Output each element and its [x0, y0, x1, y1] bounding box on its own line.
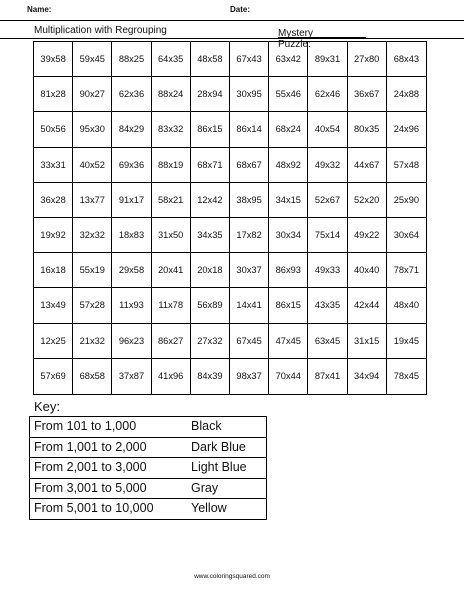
- grid-cell: 40x52: [73, 148, 112, 183]
- grid-cell: 31x50: [152, 218, 191, 253]
- key-row: [30, 417, 266, 438]
- key-color: Light Blue: [191, 460, 247, 475]
- grid-cell: 13x49: [34, 288, 73, 323]
- grid-cell: 44x67: [348, 148, 387, 183]
- grid-cell: 88x25: [112, 42, 151, 77]
- key-range: From 3,001 to 5,000: [34, 480, 147, 495]
- grid-cell: 11x78: [152, 288, 191, 323]
- grid-cell: 30x37: [230, 253, 269, 288]
- key-row: [30, 458, 266, 479]
- key-color: Gray: [191, 480, 219, 495]
- grid-cell: 52x20: [348, 183, 387, 218]
- grid-cell: 88x19: [152, 148, 191, 183]
- grid-cell: 25x90: [387, 183, 426, 218]
- grid-cell: 88x24: [152, 77, 191, 112]
- grid-cell: 36x28: [34, 183, 73, 218]
- mystery-puzzle-label: Mystery Puzzle:: [278, 28, 313, 50]
- key-range: From 2,001 to 3,000: [34, 460, 147, 475]
- grid-cell: 30x34: [269, 218, 308, 253]
- grid-cell: 12x25: [34, 324, 73, 359]
- grid-cell: 59x45: [73, 42, 112, 77]
- grid-cell: 81x28: [34, 77, 73, 112]
- grid-cell: 89x31: [308, 42, 347, 77]
- grid-cell: 56x89: [191, 288, 230, 323]
- grid-cell: 70x44: [269, 359, 308, 394]
- grid-cell: 40x54: [308, 112, 347, 147]
- grid-cell: 19x92: [34, 218, 73, 253]
- grid-cell: 24x96: [387, 112, 426, 147]
- grid-cell: 68x24: [269, 112, 308, 147]
- grid-cell: 41x96: [152, 359, 191, 394]
- grid-cell: 57x48: [387, 148, 426, 183]
- grid-cell: 52x67: [308, 183, 347, 218]
- grid-cell: 86x15: [269, 288, 308, 323]
- grid-cell: 86x27: [152, 324, 191, 359]
- grid-cell: 86x15: [191, 112, 230, 147]
- key-color: Dark Blue: [191, 439, 246, 454]
- grid-cell: 47x45: [269, 324, 308, 359]
- grid-cell: 30x95: [230, 77, 269, 112]
- grid-cell: 21x32: [73, 324, 112, 359]
- worksheet-subheader: [0, 22, 464, 50]
- grid-cell: 84x39: [191, 359, 230, 394]
- grid-cell: 55x46: [269, 77, 308, 112]
- grid-cell: 48x92: [269, 148, 308, 183]
- grid-cell: 63x42: [269, 42, 308, 77]
- grid-cell: 69x36: [112, 148, 151, 183]
- date-label: Date:: [230, 5, 251, 14]
- grid-cell: 27x80: [348, 42, 387, 77]
- grid-cell: 39x58: [34, 42, 73, 77]
- grid-cell: 80x35: [348, 112, 387, 147]
- grid-cell: 49x32: [308, 148, 347, 183]
- worksheet-title: Multiplication with Regrouping: [34, 25, 167, 36]
- grid-cell: 58x21: [152, 183, 191, 218]
- grid-cell: 68x71: [191, 148, 230, 183]
- grid-cell: 55x19: [73, 253, 112, 288]
- key-row: [30, 499, 266, 519]
- grid-cell: 57x28: [73, 288, 112, 323]
- grid-cell: 83x32: [152, 112, 191, 147]
- grid-cell: 91x17: [112, 183, 151, 218]
- worksheet-header: [0, 0, 464, 21]
- grid-cell: 98x37: [230, 359, 269, 394]
- grid-cell: 90x27: [73, 77, 112, 112]
- grid-cell: 29x58: [112, 253, 151, 288]
- grid-cell: 20x18: [191, 253, 230, 288]
- grid-cell: 34x15: [269, 183, 308, 218]
- grid-cell: 86x14: [230, 112, 269, 147]
- key-title: Key:: [34, 399, 61, 414]
- grid-cell: 57x69: [34, 359, 73, 394]
- grid-cell: 68x43: [387, 42, 426, 77]
- grid-cell: 28x94: [191, 77, 230, 112]
- grid-cell: 30x64: [387, 218, 426, 253]
- grid-cell: 20x41: [152, 253, 191, 288]
- grid-cell: 48x58: [191, 42, 230, 77]
- grid-cell: 95x30: [73, 112, 112, 147]
- grid-cell: 87x41: [308, 359, 347, 394]
- grid-cell: 31x15: [348, 324, 387, 359]
- grid-cell: 40x40: [348, 253, 387, 288]
- grid-cell: 62x36: [112, 77, 151, 112]
- grid-cell: 33x31: [34, 148, 73, 183]
- key-row: [30, 438, 266, 459]
- grid-cell: 24x88: [387, 77, 426, 112]
- grid-cell: 68x67: [230, 148, 269, 183]
- grid-cell: 37x87: [112, 359, 151, 394]
- grid-cell: 36x67: [348, 77, 387, 112]
- grid-cell: 78x71: [387, 253, 426, 288]
- grid-cell: 48x40: [387, 288, 426, 323]
- grid-cell: 96x23: [112, 324, 151, 359]
- grid-cell: 67x43: [230, 42, 269, 77]
- problem-grid: [33, 41, 427, 395]
- grid-cell: 19x45: [387, 324, 426, 359]
- grid-cell: 62x46: [308, 77, 347, 112]
- key-range: From 1,001 to 2,000: [34, 439, 147, 454]
- key-color: Yellow: [191, 501, 227, 516]
- grid-cell: 75x14: [308, 218, 347, 253]
- key-row: [30, 479, 266, 500]
- grid-cell: 34x94: [348, 359, 387, 394]
- grid-cell: 13x77: [73, 183, 112, 218]
- grid-cell: 68x58: [73, 359, 112, 394]
- grid-cell: 12x42: [191, 183, 230, 218]
- grid-cell: 67x45: [230, 324, 269, 359]
- grid-cell: 11x93: [112, 288, 151, 323]
- grid-cell: 43x35: [308, 288, 347, 323]
- key-range: From 5,001 to 10,000: [34, 501, 154, 516]
- grid-cell: 49x33: [308, 253, 347, 288]
- grid-cell: 78x45: [393, 371, 420, 382]
- color-key-table: [29, 416, 267, 520]
- key-color: Black: [191, 419, 222, 433]
- grid-cell: 32x32: [73, 218, 112, 253]
- name-label: Name:: [27, 5, 52, 14]
- grid-cell: 63x45: [308, 324, 347, 359]
- grid-cell: 42x44: [348, 288, 387, 323]
- footer-url: www.coloringsquared.com: [194, 573, 270, 580]
- grid-cell: 34x35: [191, 218, 230, 253]
- grid-cell: 14x41: [230, 288, 269, 323]
- grid-cell: 49x22: [348, 218, 387, 253]
- grid-cell: 27x32: [191, 324, 230, 359]
- grid-cell: 17x82: [230, 218, 269, 253]
- grid-cell: 38x95: [230, 183, 269, 218]
- grid-cell: 86x93: [269, 253, 308, 288]
- grid-cell: 16x18: [34, 253, 73, 288]
- grid-cell: 18x83: [112, 218, 151, 253]
- key-range: From 101 to 1,000: [34, 419, 137, 433]
- mystery-puzzle-answer-line: [278, 28, 366, 38]
- grid-cell: 50x56: [34, 112, 73, 147]
- grid-cell: 64x35: [152, 42, 191, 77]
- grid-cell: 84x29: [112, 112, 151, 147]
